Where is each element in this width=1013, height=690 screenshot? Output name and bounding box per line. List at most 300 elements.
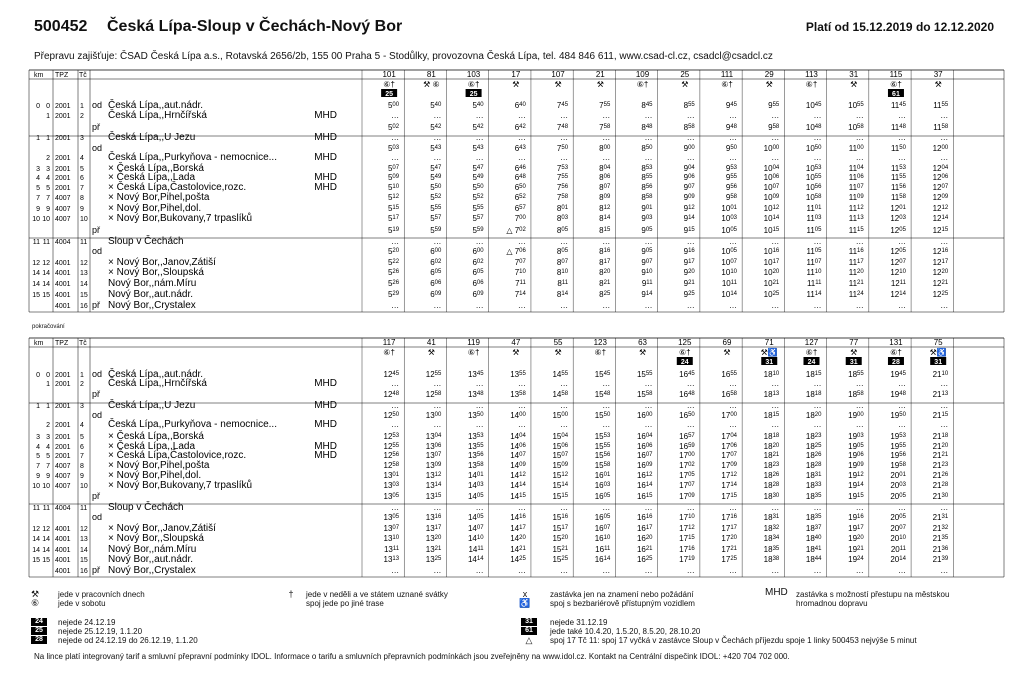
departure-time: $15^{12}$ <box>552 471 569 480</box>
departure-time: $6^{42}$ <box>514 123 526 132</box>
stop-name: Česká Lípa,,Hrnčířská <box>108 378 207 389</box>
trip-number: 69 <box>722 338 732 347</box>
departure-time: $6^{40}$ <box>514 101 526 110</box>
departure-time: $5^{12}$ <box>387 193 400 202</box>
departure-time: $5^{40}$ <box>430 101 442 110</box>
departure-time: $9^{12}$ <box>683 204 695 213</box>
stop-tc: 2 <box>80 113 84 120</box>
departure-time: $7^{50}$ <box>556 144 569 153</box>
trip-number: 131 <box>889 338 903 347</box>
departure-time: $21^{28}$ <box>932 481 949 490</box>
departure-time: … <box>729 566 738 575</box>
departure-time: $17^{02}$ <box>679 461 695 470</box>
departure-time: $17^{19}$ <box>679 555 695 564</box>
trip-number: 125 <box>678 338 692 347</box>
departure-time: $19^{06}$ <box>848 451 864 460</box>
note-code-24: 24 <box>31 618 47 626</box>
stop-tpz: 4001 <box>55 270 71 277</box>
departure-time: $16^{01}$ <box>594 471 611 480</box>
departure-time: $8^{14}$ <box>556 290 569 299</box>
departure-time: $7^{48}$ <box>556 123 569 132</box>
departure-time: $14^{03}$ <box>467 481 484 490</box>
departure-time: $5^{15}$ <box>387 204 400 213</box>
stop-tc: 13 <box>80 270 88 277</box>
departure-time: $18^{41}$ <box>805 545 822 554</box>
trip-note-code: 25 <box>469 91 478 98</box>
stop-km2: 5 <box>46 453 50 460</box>
stop-km: 14 <box>32 547 40 554</box>
departure-time: $14^{55}$ <box>552 370 569 379</box>
departure-time: $9^{16}$ <box>683 247 695 256</box>
departure-time: $7^{00}$ <box>514 214 526 223</box>
departure-time: $17^{20}$ <box>721 534 738 543</box>
stop-tc: 6 <box>80 175 84 182</box>
departure-time: $13^{00}$ <box>425 411 442 420</box>
departure-time: $8^{55}$ <box>683 101 695 110</box>
stop-km2: 3 <box>46 434 50 441</box>
departure-time: $18^{18}$ <box>763 432 780 441</box>
departure-time: $5^{50}$ <box>472 183 484 192</box>
departure-time: $18^{25}$ <box>805 442 822 451</box>
departure-time: … <box>560 153 569 162</box>
trip-note-code: 31 <box>934 359 943 366</box>
departure-time: $7^{55}$ <box>556 173 569 182</box>
departure-time: $14^{05}$ <box>467 513 484 522</box>
departure-time: $19^{56}$ <box>890 451 906 460</box>
departure-time: $14^{09}$ <box>510 461 526 470</box>
departure-time: $18^{37}$ <box>805 524 822 533</box>
stop-mark: př <box>92 389 101 399</box>
stop-name: × Česká Lípa,,Borská <box>108 163 204 174</box>
departure-time: … <box>771 133 780 142</box>
departure-time: $5^{57}$ <box>430 214 442 223</box>
departure-time: $12^{14}$ <box>932 214 949 223</box>
stop-km: 15 <box>32 557 40 564</box>
trip-note-code: 61 <box>892 91 900 98</box>
departure-time: … <box>517 301 526 310</box>
departure-time: $18^{23}$ <box>763 461 780 470</box>
departure-time: … <box>644 503 653 512</box>
departure-time: $15^{14}$ <box>552 481 569 490</box>
departure-time: $8^{05}$ <box>556 226 569 235</box>
departure-time: $19^{50}$ <box>890 411 906 420</box>
departure-time: $18^{26}$ <box>805 451 822 460</box>
departure-time: $9^{11}$ <box>641 279 653 288</box>
trip-note-code: 31 <box>765 359 774 366</box>
departure-time: … <box>391 133 400 142</box>
stop-tpz: 4001 <box>55 526 71 533</box>
line-number: 500452 <box>34 18 88 35</box>
departure-time: $5^{42}$ <box>472 123 484 132</box>
trip-symbols: ⑥† <box>805 348 818 357</box>
stop-tpz: 4007 <box>55 206 71 213</box>
departure-time: $21^{15}$ <box>932 411 949 420</box>
departure-time: $5^{29}$ <box>387 290 400 299</box>
departure-time: $8^{56}$ <box>641 183 653 192</box>
departure-time: $14^{25}$ <box>510 555 526 564</box>
departure-time: $7^{07}$ <box>514 258 526 267</box>
departure-time: $11^{55}$ <box>890 173 906 182</box>
stop-name: × Nový Bor,,Janov,Zátiší <box>108 257 216 268</box>
stop-km2: 11 <box>42 505 50 512</box>
departure-time: $12^{21}$ <box>932 279 949 288</box>
departure-time: … <box>517 153 526 162</box>
departure-time: … <box>475 111 484 120</box>
stop-name: × Nový Bor,Bukovany,7 trpaslíků <box>108 480 253 491</box>
departure-time: $19^{48}$ <box>890 390 906 399</box>
departure-time: $7^{55}$ <box>599 101 611 110</box>
stop-name: Česká Lípa,,U Jezu <box>108 132 196 143</box>
departure-time: $15^{48}$ <box>594 390 611 399</box>
departure-time: … <box>940 133 949 142</box>
trip-number: 101 <box>382 70 396 79</box>
trip-symbols: ⚒ <box>554 348 562 357</box>
stop-km: 11 <box>32 505 40 512</box>
departure-time: $15^{15}$ <box>552 492 569 501</box>
departure-time: $11^{07}$ <box>848 183 864 192</box>
stop-km2: 4 <box>46 444 50 451</box>
stop-name: Nový Bor,,aut.nádr. <box>108 554 194 565</box>
trip-symbols: ⑥† <box>805 80 818 89</box>
departure-time: … <box>729 153 738 162</box>
departure-time: $5^{09}$ <box>387 173 400 182</box>
departure-time: $10^{53}$ <box>805 164 822 173</box>
departure-time: $7^{45}$ <box>556 101 569 110</box>
departure-time: $9^{14}$ <box>683 214 695 223</box>
departure-time: $21^{18}$ <box>932 432 949 441</box>
trip-symbols: ⚒ <box>427 348 435 357</box>
departure-time: $14^{06}$ <box>510 442 526 451</box>
departure-time: … <box>433 153 442 162</box>
departure-time: $9^{20}$ <box>683 268 695 277</box>
departure-time: $13^{09}$ <box>425 461 442 470</box>
departure-time: … <box>517 237 526 246</box>
departure-time: $11^{07}$ <box>806 258 822 267</box>
departure-time: $11^{12}$ <box>848 204 864 213</box>
stop-tpz: 2001 <box>55 372 71 379</box>
departure-time: $13^{21}$ <box>425 545 442 554</box>
stop-tc: 5 <box>80 166 84 173</box>
departure-time: $19^{15}$ <box>848 492 864 501</box>
departure-time: $11^{45}$ <box>890 101 906 110</box>
trip-symbols: ⚒ <box>596 80 604 89</box>
departure-time: … <box>433 379 442 388</box>
departure-time: $12^{07}$ <box>932 183 949 192</box>
mhd-label: MHD <box>314 182 337 193</box>
stop-tpz: 2001 <box>55 185 71 192</box>
stop-mark: od <box>92 410 103 420</box>
departure-time: $10^{14}$ <box>721 290 738 299</box>
mhd-label: MHD <box>314 419 337 430</box>
departure-time: $12^{05}$ <box>890 226 906 235</box>
departure-time: $15^{20}$ <box>552 534 569 543</box>
departure-time: $11^{11}$ <box>806 279 822 288</box>
departure-time: $12^{11}$ <box>890 279 906 288</box>
departure-time: △ $7^{02}$ <box>506 226 526 235</box>
departure-time: $10^{03}$ <box>721 214 738 223</box>
departure-time: $11^{09}$ <box>848 193 864 202</box>
departure-time: $6^{06}$ <box>430 279 442 288</box>
legend-barrierfree: spoj s bezbariérově přístupným vozidlem <box>550 599 695 608</box>
trip-symbols: ⚒ <box>850 80 858 89</box>
stop-km: 4 <box>36 444 40 451</box>
departure-time: $18^{31}$ <box>763 513 780 522</box>
stop-name: × Česká Lípa,Častolovice,rozc. <box>108 450 247 461</box>
departure-time: $21^{10}$ <box>932 370 949 379</box>
departure-time: $15^{00}$ <box>552 411 569 420</box>
departure-time: $21^{39}$ <box>932 555 949 564</box>
departure-time: $18^{26}$ <box>763 471 780 480</box>
departure-time: … <box>729 503 738 512</box>
departure-time: $20^{11}$ <box>890 545 906 554</box>
departure-time: $15^{55}$ <box>636 370 653 379</box>
departure-time: $18^{15}$ <box>763 411 780 420</box>
departure-time: $13^{55}$ <box>467 442 484 451</box>
departure-time: $17^{06}$ <box>721 442 738 451</box>
departure-time: $8^{15}$ <box>599 226 611 235</box>
stop-tpz: 4001 <box>55 292 71 299</box>
departure-time: $5^{57}$ <box>472 214 484 223</box>
departure-time: … <box>686 301 695 310</box>
departure-time: $15^{56}$ <box>594 451 611 460</box>
trip-symbols: ⚒♿ <box>929 348 947 357</box>
departure-time: $17^{16}$ <box>679 545 695 554</box>
departure-time: $12^{01}$ <box>890 204 906 213</box>
stop-km: 15 <box>32 292 40 299</box>
mhd-label: MHD <box>314 110 337 121</box>
departure-time: … <box>560 379 569 388</box>
legend-mhd-1: zastávka s možností přestupu na městskou <box>796 590 950 599</box>
departure-time: $5^{59}$ <box>430 226 442 235</box>
departure-time: … <box>897 237 906 246</box>
departure-time: $14^{11}$ <box>468 545 484 554</box>
stop-tc: 1 <box>80 372 84 379</box>
departure-time: $16^{05}$ <box>594 513 611 522</box>
departure-time: $12^{48}$ <box>383 390 400 399</box>
departure-time: … <box>560 237 569 246</box>
note-code-31: 31 <box>521 618 537 626</box>
departure-time: $16^{07}$ <box>594 524 611 533</box>
departure-time: $15^{25}$ <box>552 555 569 564</box>
departure-time: $18^{20}$ <box>763 442 780 451</box>
departure-time: $9^{07}$ <box>683 183 695 192</box>
departure-time: $5^{59}$ <box>472 226 484 235</box>
departure-time: $13^{01}$ <box>383 471 400 480</box>
departure-time: $15^{07}$ <box>552 451 569 460</box>
departure-time: $16^{14}$ <box>594 555 611 564</box>
trip-number: 111 <box>720 70 734 79</box>
departure-time: $14^{10}$ <box>467 534 484 543</box>
departure-time: … <box>940 237 949 246</box>
departure-time: … <box>940 401 949 410</box>
departure-time: … <box>686 111 695 120</box>
departure-time: … <box>517 379 526 388</box>
departure-time: $10^{45}$ <box>805 101 822 110</box>
stop-km: 0 <box>36 372 40 379</box>
departure-time: $13^{14}$ <box>425 481 442 490</box>
stop-km2: 10 <box>42 216 50 223</box>
stop-tpz: 2001 <box>55 175 71 182</box>
departure-time: $9^{04}$ <box>683 164 695 173</box>
departure-time: $13^{58}$ <box>510 390 526 399</box>
departure-time: $17^{12}$ <box>721 471 738 480</box>
stop-tc: 9 <box>80 473 84 480</box>
departure-time: … <box>897 401 906 410</box>
departure-time: $15^{50}$ <box>594 411 611 420</box>
stop-km: 14 <box>32 270 40 277</box>
stop-km: 3 <box>36 434 40 441</box>
departure-time: … <box>729 133 738 142</box>
header-km: km <box>34 340 44 347</box>
departure-time: $12^{07}$ <box>890 258 906 267</box>
stop-name: Nový Bor,,aut.nádr. <box>108 289 194 300</box>
stop-tc: 11 <box>80 239 88 246</box>
stop-km2: 3 <box>46 166 50 173</box>
departure-time: $16^{57}$ <box>679 432 695 441</box>
departure-time: … <box>475 420 484 429</box>
departure-time: $5^{10}$ <box>387 183 400 192</box>
note-28: nejede od 24.12.19 do 26.12.19, 1.1.20 <box>58 636 198 645</box>
departure-time: … <box>517 111 526 120</box>
stop-km2: 12 <box>42 260 50 267</box>
stop-mark: př <box>92 122 101 132</box>
departure-time: … <box>391 401 400 410</box>
stop-km2: 0 <box>46 372 50 379</box>
stop-name: × Česká Lípa,Častolovice,rozc. <box>108 182 247 193</box>
stop-tc: 3 <box>80 403 84 410</box>
departure-time: $9^{53}$ <box>725 164 738 173</box>
departure-time: $14^{12}$ <box>510 471 526 480</box>
stop-km2: 1 <box>46 113 50 120</box>
note-code-28: 28 <box>31 636 47 644</box>
legend-request-stop: zastávka jen na znamení nebo požádání <box>550 590 694 599</box>
stop-tc: 10 <box>80 216 88 223</box>
departure-time: $10^{58}$ <box>848 123 864 132</box>
departure-time: $5^{42}$ <box>430 123 442 132</box>
departure-time: $5^{55}$ <box>430 204 442 213</box>
stop-name: Česká Lípa,,aut.nádr. <box>108 369 204 380</box>
trip-number: 41 <box>426 338 436 347</box>
header-km: km <box>34 72 44 79</box>
stop-name: Sloup v Čechách <box>108 236 184 247</box>
departure-time: $18^{35}$ <box>805 513 822 522</box>
stop-name: Česká Lípa,,U Jezu <box>108 400 196 411</box>
stop-mark: př <box>92 225 101 235</box>
departure-time: $16^{04}$ <box>636 432 653 441</box>
departure-time: $10^{07}$ <box>763 183 780 192</box>
departure-time: $18^{38}$ <box>763 555 780 564</box>
trip-number: 77 <box>849 338 859 347</box>
departure-time: $16^{14}$ <box>636 481 653 490</box>
departure-time: $21^{35}$ <box>932 534 949 543</box>
departure-time: $19^{20}$ <box>848 534 864 543</box>
departure-time: $19^{09}$ <box>848 461 864 470</box>
stop-tc: 16 <box>80 303 88 310</box>
trip-note-code: 24 <box>807 359 816 366</box>
stop-tpz: 2001 <box>55 453 71 460</box>
departure-time: … <box>897 133 906 142</box>
stop-name: × Česká Lípa,,Borská <box>108 431 204 442</box>
departure-time: $13^{25}$ <box>425 555 442 564</box>
departure-time: $20^{07}$ <box>890 524 906 533</box>
stop-mark: od <box>92 512 103 522</box>
departure-time: … <box>813 237 822 246</box>
departure-time: $17^{21}$ <box>721 545 738 554</box>
mhd-label: MHD <box>765 587 788 598</box>
departure-time: $11^{50}$ <box>890 144 906 153</box>
departure-time: $8^{20}$ <box>599 268 611 277</box>
holidays-icon: † <box>288 589 294 599</box>
departure-time: $16^{45}$ <box>679 370 695 379</box>
departure-time: $15^{21}$ <box>552 545 569 554</box>
departure-time: $5^{07}$ <box>387 164 400 173</box>
note-24: nejede 24.12.19 <box>58 618 116 627</box>
departure-time: … <box>433 111 442 120</box>
stop-name: × Česká Lípa,,Lada <box>108 172 196 183</box>
departure-time: $5^{49}$ <box>430 173 442 182</box>
departure-time: $21^{31}$ <box>932 513 949 522</box>
departure-time: $17^{00}$ <box>721 411 738 420</box>
stop-name: × Nový Bor,Pihel,dol. <box>108 470 202 481</box>
departure-time: $16^{15}$ <box>636 492 653 501</box>
stop-tc: 15 <box>80 557 88 564</box>
legend-workdays: jede v pracovních dnech <box>58 590 145 599</box>
trip-number: 55 <box>553 338 563 347</box>
departure-time: … <box>855 237 864 246</box>
departure-time: $9^{50}$ <box>725 144 738 153</box>
departure-time: $8^{07}$ <box>556 258 569 267</box>
departure-time: $10^{21}$ <box>763 279 780 288</box>
departure-time: $13^{15}$ <box>425 492 442 501</box>
departure-time: $13^{11}$ <box>383 545 400 554</box>
departure-time: … <box>602 153 611 162</box>
departure-time: $8^{55}$ <box>641 173 653 182</box>
trip-number: 63 <box>638 338 647 347</box>
mhd-label: MHD <box>314 450 337 461</box>
stop-tc: 10 <box>80 483 88 490</box>
departure-time: … <box>644 379 653 388</box>
departure-time: … <box>729 301 738 310</box>
stop-tpz: 2001 <box>55 444 71 451</box>
departure-time: … <box>475 401 484 410</box>
departure-time: $7^{58}$ <box>599 123 611 132</box>
trip-number: 21 <box>595 70 605 79</box>
departure-time: $8^{12}$ <box>599 204 611 213</box>
departure-time: $13^{20}$ <box>425 534 442 543</box>
departure-time: $12^{20}$ <box>932 268 949 277</box>
stop-km: 7 <box>36 463 40 470</box>
departure-time: $21^{21}$ <box>932 451 949 460</box>
departure-time: $9^{03}$ <box>641 214 653 223</box>
departure-time: $17^{09}$ <box>721 461 738 470</box>
departure-time: △ $7^{06}$ <box>506 247 526 256</box>
stop-tc: 13 <box>80 536 88 543</box>
departure-time: $5^{49}$ <box>472 173 484 182</box>
departure-time: $14^{07}$ <box>467 524 484 533</box>
departure-time: $9^{45}$ <box>725 101 738 110</box>
departure-time: $9^{25}$ <box>683 290 695 299</box>
departure-time: $9^{00}$ <box>683 144 695 153</box>
departure-time: $18^{30}$ <box>763 492 780 501</box>
departure-time: $17^{10}$ <box>679 513 695 522</box>
departure-time: … <box>940 379 949 388</box>
stop-tc: 15 <box>80 292 88 299</box>
departure-time: $6^{09}$ <box>430 290 442 299</box>
trip-number: 119 <box>467 338 480 347</box>
departure-time: $10^{56}$ <box>805 183 822 192</box>
departure-time: $5^{43}$ <box>472 144 484 153</box>
departure-time: … <box>475 379 484 388</box>
